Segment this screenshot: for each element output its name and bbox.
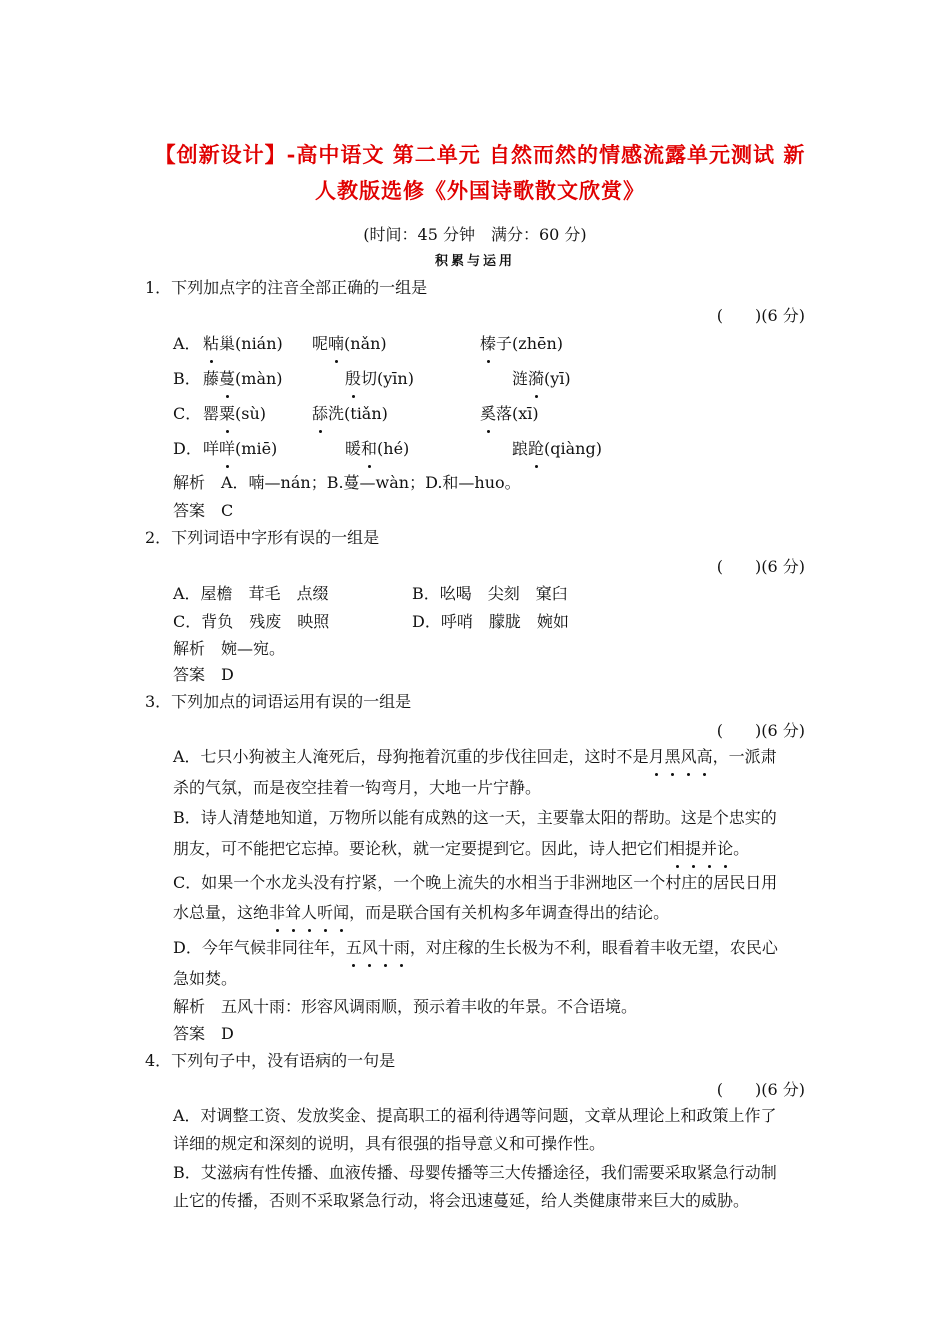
q3-option-c-line1: C．如果一个水龙头没有拧紧，一个晚上流失的水相当于非洲地区一个村庄的居民日用 bbox=[173, 873, 778, 892]
q2-option-d: D．呼哨 朦胧 婉如 bbox=[412, 612, 569, 631]
emphasis-char: 听 bbox=[317, 903, 334, 922]
q1-option-b-word2: 殷切(yīn) bbox=[345, 369, 414, 388]
emphasized-phrase bbox=[649, 746, 713, 768]
q1-option-d-word1: 咩咩(miē) bbox=[203, 439, 278, 458]
q1-option-d-label: D． bbox=[173, 439, 202, 458]
q4-option-a-line2: 详细的规定和深刻的说明，具有很强的指导意义和可操作性。 bbox=[173, 1134, 606, 1153]
q1-option-d-word3: 踉跄(qiàng) bbox=[512, 439, 602, 458]
q4-option-b-line1: B．艾滋病有性传播、血液传播、母婴传播等三大传播途径，我们需要采取紧急行动制 bbox=[173, 1163, 777, 1182]
q1-option-a-word3: 榛子(zhēn) bbox=[480, 334, 564, 353]
q1-option-c-word2: 舔洗(tiǎn) bbox=[312, 404, 388, 423]
q1-option-b-word3: 涟漪(yī) bbox=[512, 369, 571, 388]
q1-option-a-label: A． bbox=[173, 334, 201, 353]
document-title-line2: 人教版选修《外国诗歌散文欣赏》 bbox=[315, 178, 645, 203]
time-info: (时间：45 分钟 满分：60 分) bbox=[363, 225, 587, 244]
q3-stem: 3．下列加点的词语运用有误的一组是 bbox=[145, 692, 412, 711]
q3-option-b-line1: B．诗人清楚地知道，万物所以能有成熟的这一天，主要靠太阳的帮助。这是个忠实的 bbox=[173, 808, 777, 827]
q4-score: ( )(6 分) bbox=[716, 1080, 805, 1099]
emphasis-char: 榛 bbox=[480, 334, 497, 353]
q3-option-d-line2: 急如焚。 bbox=[173, 969, 238, 988]
q1-option-a-word1: 粘巢(nián) bbox=[203, 334, 283, 353]
q1-option-c-word3: 奚落(xī) bbox=[480, 404, 539, 423]
q3-score: ( )(6 分) bbox=[716, 721, 805, 740]
section-heading: 积累与运用 bbox=[434, 254, 515, 269]
q3-option-c-line2: 水总量，这绝非耸人听闻，而是联合国有关机构多年调查得出的结论。 bbox=[173, 903, 670, 922]
emphasis-char: 和 bbox=[361, 439, 378, 458]
emphasis-char: 喃 bbox=[328, 334, 345, 353]
emphasis-char: 漪 bbox=[528, 369, 545, 388]
emphasis-char: 非 bbox=[269, 903, 286, 922]
q1-analysis: 解析 A．喃—nán；B.蔓—wàn；D.和—huo。 bbox=[173, 473, 521, 492]
q2-stem: 2．下列词语中字形有误的一组是 bbox=[145, 528, 380, 547]
q4-stem: 4．下列句子中，没有语病的一句是 bbox=[145, 1051, 396, 1070]
q1-stem: 1．下列加点字的注音全部正确的一组是 bbox=[145, 278, 428, 297]
emphasis-char: 耸 bbox=[285, 903, 302, 922]
q3-answer: 答案 D bbox=[173, 1024, 234, 1043]
q1-score: ( )(6 分) bbox=[716, 306, 805, 325]
q2-option-a: A．屋檐 茸毛 点缀 bbox=[173, 584, 329, 603]
emphasis-char: 人 bbox=[301, 903, 318, 922]
emphasis-char: 相 bbox=[669, 839, 686, 858]
emphasis-char: 跄 bbox=[528, 439, 545, 458]
emphasis-char: 月 bbox=[648, 747, 665, 766]
q1-option-b-label: B． bbox=[173, 369, 201, 388]
emphasis-char: 风 bbox=[680, 747, 697, 766]
emphasis-char: 十 bbox=[377, 938, 394, 957]
q2-analysis: 解析 婉—宛。 bbox=[173, 639, 286, 658]
q3-option-a-line1: A．七只小狗被主人淹死后，母狗拖着沉重的步伐往回走，这时不是月黑风高，一派肃 bbox=[173, 747, 777, 766]
emphasis-char: 雨 bbox=[393, 938, 410, 957]
emphasis-char: 风 bbox=[361, 938, 378, 957]
emphasis-char: 奚 bbox=[480, 404, 497, 423]
q1-option-d-word2: 暖和(hé) bbox=[345, 439, 410, 458]
q1-option-a-word2: 呢喃(nǎn) bbox=[312, 334, 387, 353]
emphasis-char: 高 bbox=[696, 747, 713, 766]
emphasis-char: 五 bbox=[345, 938, 362, 957]
q1-option-c-label: C． bbox=[173, 404, 202, 423]
emphasis-char: 粘 bbox=[203, 334, 220, 353]
emphasis-char: 蔓 bbox=[219, 369, 236, 388]
emphasis-char: 舔 bbox=[312, 404, 329, 423]
q1-answer: 答案 C bbox=[173, 501, 234, 520]
emphasized-phrase bbox=[346, 937, 410, 959]
emphasized-phrase bbox=[269, 902, 349, 924]
emphasized-phrase bbox=[669, 838, 733, 860]
emphasis-char: 粟 bbox=[219, 404, 236, 423]
emphasis-char: 论 bbox=[717, 839, 734, 858]
q3-option-a-line2: 杀的气氛，而是夜空挂着一钩弯月，大地一片宁静。 bbox=[173, 778, 542, 797]
q4-option-b-line2: 止它的传播，否则不采取紧急行动，将会迅速蔓延，给人类健康带来巨大的威胁。 bbox=[173, 1191, 750, 1210]
emphasis-char: 殷 bbox=[345, 369, 362, 388]
emphasis-char: 提 bbox=[685, 839, 702, 858]
q2-option-c: C．背负 残废 映照 bbox=[173, 612, 330, 631]
q4-option-a-line1: A．对调整工资、发放奖金、提高职工的福利待遇等问题，文章从理论上和政策上作了 bbox=[173, 1106, 777, 1125]
q3-option-b-line2: 朋友，可不能把它忘掉。要论秋，就一定要提到它。因此，诗人把它们相提并论。 bbox=[173, 839, 750, 858]
q2-option-b: B．吆喝 尖刻 窠臼 bbox=[412, 584, 568, 603]
q2-score: ( )(6 分) bbox=[716, 557, 805, 576]
emphasis-char: 黑 bbox=[664, 747, 681, 766]
emphasis-char: 咩 bbox=[219, 439, 236, 458]
emphasis-char: 并 bbox=[701, 839, 718, 858]
q3-option-d-line1: D．今年气候非同往年，五风十雨，对庄稼的生长极为不利，眼看着丰收无望，农民心 bbox=[173, 938, 778, 957]
q3-analysis: 解析 五风十雨：形容风调雨顺，预示着丰收的年景。不合语境。 bbox=[173, 997, 638, 1016]
q1-option-c-word1: 罂粟(sù) bbox=[203, 404, 267, 423]
q1-option-b-word1: 藤蔓(màn) bbox=[203, 369, 283, 388]
q2-answer: 答案 D bbox=[173, 665, 234, 684]
document-title-line1: 【创新设计】-高中语文 第二单元 自然而然的情感流露单元测试 新 bbox=[154, 142, 806, 167]
emphasis-char: 闻 bbox=[333, 903, 350, 922]
